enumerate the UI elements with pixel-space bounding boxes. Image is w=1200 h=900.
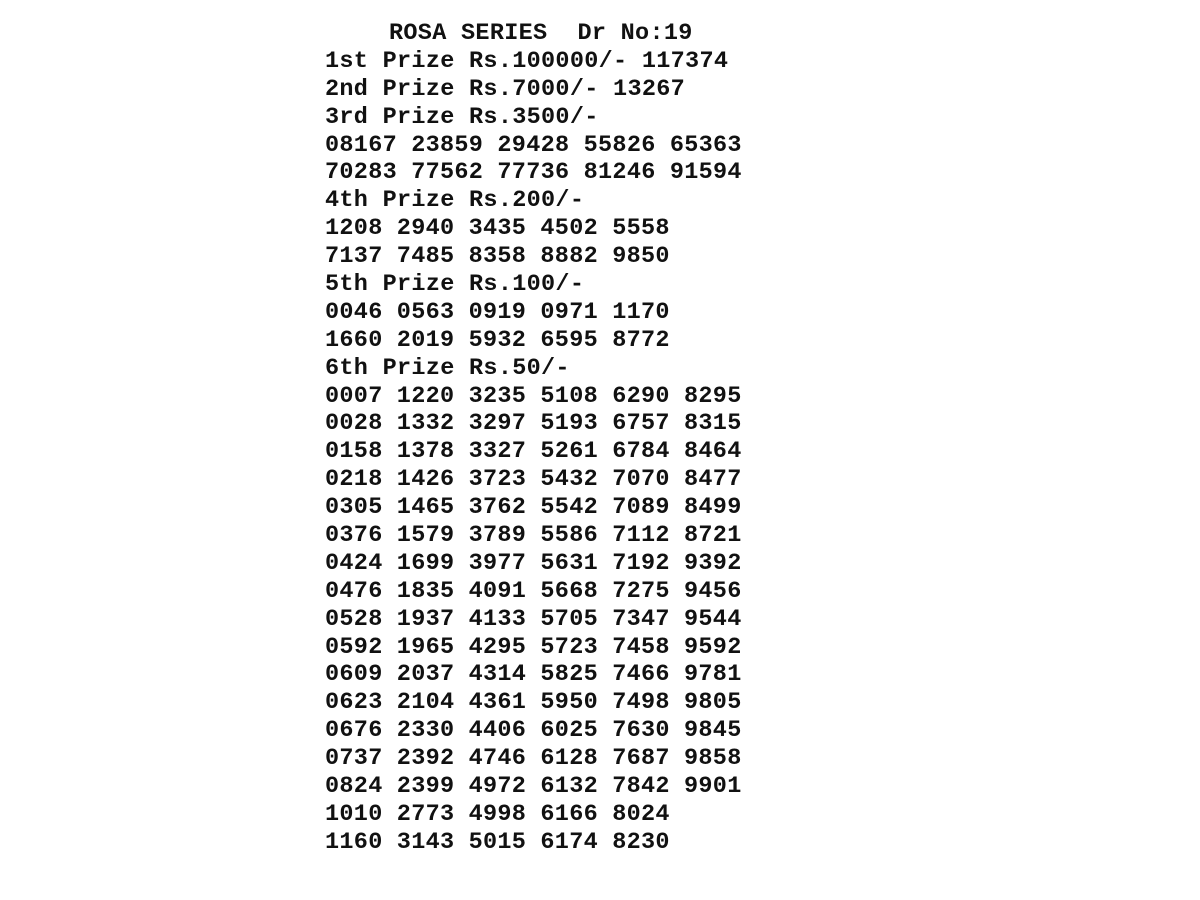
lottery-result-sheet: [325, 20, 825, 857]
winning-number: 5631: [540, 549, 598, 577]
winning-number: 7137: [325, 243, 383, 271]
winning-number: 1010: [325, 800, 383, 828]
winning-numbers-row: [325, 829, 825, 857]
winning-number: 8024: [612, 800, 670, 828]
winning-number: 6166: [540, 800, 598, 828]
winning-number: 3723: [468, 466, 527, 494]
prize-heading: 3rd Prize Rs.3500/-: [325, 103, 599, 131]
winning-number: 4133: [468, 605, 527, 633]
winning-number: 77562: [411, 159, 484, 187]
winning-number: 4746: [468, 745, 527, 773]
winning-number: 23859: [411, 131, 484, 159]
winning-number: 5108: [540, 382, 598, 410]
winning-number: 7347: [612, 605, 670, 633]
winning-numbers-row: [325, 606, 825, 634]
winning-number: 3327: [468, 438, 527, 466]
winning-number: 3435: [468, 215, 527, 243]
winning-number: 9544: [683, 605, 742, 633]
winning-number: 2104: [396, 689, 455, 717]
winning-number: 2037: [396, 661, 455, 689]
winning-numbers-row: [325, 661, 825, 689]
winning-number: 6595: [540, 326, 598, 354]
winning-number: 2773: [396, 800, 455, 828]
winning-number: 5586: [540, 522, 598, 550]
winning-number: 3762: [468, 494, 527, 522]
winning-numbers-row: [325, 745, 825, 773]
winning-number: 3143: [396, 828, 455, 856]
winning-number: 3235: [468, 382, 527, 410]
winning-number: 5542: [540, 494, 598, 522]
winning-numbers-row: [325, 466, 825, 494]
winning-number: 9456: [683, 577, 742, 605]
winning-number: 4502: [540, 215, 598, 243]
winning-numbers-row: [325, 689, 825, 717]
winning-number: 7275: [612, 577, 670, 605]
winning-number: 0528: [325, 605, 383, 633]
winning-number: 0028: [325, 410, 383, 438]
prize-heading: 1st Prize Rs.100000/- 117374: [325, 47, 729, 75]
winning-number: 5705: [540, 605, 598, 633]
winning-numbers-row: [325, 159, 825, 187]
winning-number: 7485: [396, 243, 455, 271]
winning-number: 1965: [396, 633, 455, 661]
winning-number: 1332: [396, 410, 455, 438]
winning-number: 5015: [468, 828, 527, 856]
winning-numbers-row: [325, 132, 825, 160]
winning-number: 4406: [468, 717, 527, 745]
winning-number: 8315: [683, 410, 742, 438]
winning-number: 1835: [396, 577, 455, 605]
winning-number: 7458: [612, 633, 670, 661]
prize-heading: 2nd Prize Rs.7000/- 13267: [325, 75, 686, 103]
winning-numbers-row: [325, 215, 825, 243]
winning-number: 5668: [540, 577, 598, 605]
winning-numbers-row: [325, 410, 825, 438]
winning-number: 9781: [683, 661, 742, 689]
winning-number: 0563: [396, 298, 455, 326]
winning-number: 4091: [468, 577, 527, 605]
winning-number: 0305: [325, 494, 383, 522]
winning-number: 6784: [612, 438, 670, 466]
winning-number: 4972: [468, 773, 527, 801]
winning-number: 8230: [612, 828, 670, 856]
winning-number: 6757: [612, 410, 670, 438]
winning-number: 7112: [612, 522, 670, 550]
winning-number: 1579: [396, 522, 455, 550]
winning-number: 9805: [683, 689, 742, 717]
winning-number: 4361: [468, 689, 527, 717]
winning-number: 8882: [540, 243, 598, 271]
winning-number: 6128: [540, 745, 598, 773]
winning-number: 1699: [396, 549, 455, 577]
winning-number: 4314: [468, 661, 527, 689]
winning-number: 2392: [396, 745, 455, 773]
winning-number: 1937: [396, 605, 455, 633]
winning-number: 6025: [540, 717, 598, 745]
winning-number: 5932: [468, 326, 527, 354]
winning-number: 1660: [325, 326, 383, 354]
winning-number: 0424: [325, 549, 383, 577]
winning-number: 8358: [468, 243, 527, 271]
winning-number: 7630: [612, 717, 670, 745]
winning-number: 9858: [683, 745, 742, 773]
winning-number: 2399: [396, 773, 455, 801]
winning-numbers-row: [325, 773, 825, 801]
winning-number: 7070: [612, 466, 670, 494]
winning-numbers-row: [325, 550, 825, 578]
winning-number: 91594: [669, 159, 742, 187]
winning-number: 65363: [669, 131, 742, 159]
winning-number: 77736: [497, 159, 570, 187]
winning-number: 1465: [396, 494, 455, 522]
prize-heading: 4th Prize Rs.200/-: [325, 187, 585, 215]
winning-number: 7089: [612, 494, 670, 522]
winning-number: 8721: [683, 522, 742, 550]
winning-number: 3297: [468, 410, 527, 438]
winning-number: 2019: [396, 326, 455, 354]
winning-numbers-row: [325, 383, 825, 411]
winning-number: 0218: [325, 466, 383, 494]
winning-number: 5558: [612, 215, 670, 243]
winning-number: 29428: [497, 131, 570, 159]
winning-number: 0737: [325, 745, 383, 773]
winning-number: 8477: [683, 466, 742, 494]
winning-number: 5723: [540, 633, 598, 661]
winning-number: 1160: [325, 828, 383, 856]
winning-number: 9592: [683, 633, 742, 661]
winning-number: 0609: [325, 661, 383, 689]
winning-number: 1170: [612, 298, 670, 326]
winning-number: 70283: [325, 159, 398, 187]
winning-numbers-row: [325, 438, 825, 466]
winning-numbers-row: [325, 717, 825, 745]
winning-number: 6290: [612, 382, 670, 410]
winning-number: 0623: [325, 689, 383, 717]
winning-number: 0476: [325, 577, 383, 605]
winning-number: 2940: [396, 215, 455, 243]
winning-number: 3789: [468, 522, 527, 550]
draw-number: Dr No:19: [577, 20, 693, 47]
winning-numbers-row: [325, 522, 825, 550]
winning-number: 5432: [540, 466, 598, 494]
winning-numbers-row: [325, 634, 825, 662]
prize-heading: 6th Prize Rs.50/-: [325, 354, 570, 382]
winning-number: 0676: [325, 717, 383, 745]
winning-number: 1220: [396, 382, 455, 410]
winning-number: 4998: [468, 800, 527, 828]
winning-number: 8464: [683, 438, 742, 466]
winning-numbers-row: [325, 299, 825, 327]
winning-number: 6132: [540, 773, 598, 801]
winning-number: 9901: [683, 773, 742, 801]
winning-number: 5950: [540, 689, 598, 717]
winning-number: 0919: [468, 298, 527, 326]
winning-number: 4295: [468, 633, 527, 661]
winning-number: 5193: [540, 410, 598, 438]
winning-number: 1208: [325, 215, 383, 243]
winning-number: 7466: [612, 661, 670, 689]
winning-numbers-row: [325, 243, 825, 271]
winning-number: 9392: [683, 549, 742, 577]
winning-number: 7842: [612, 773, 670, 801]
winning-number: 8772: [612, 326, 670, 354]
winning-number: 5825: [540, 661, 598, 689]
winning-numbers-row: [325, 494, 825, 522]
prize-heading: 5th Prize Rs.100/-: [325, 271, 585, 299]
winning-number: 3977: [468, 549, 527, 577]
winning-numbers-row: [325, 578, 825, 606]
winning-number: 0158: [325, 438, 383, 466]
winning-number: 7192: [612, 549, 670, 577]
winning-number: 7498: [612, 689, 670, 717]
winning-number: 08167: [325, 131, 398, 159]
winning-number: 8499: [683, 494, 742, 522]
winning-number: 0007: [325, 382, 383, 410]
result-title: [325, 20, 825, 48]
winning-number: 0824: [325, 773, 383, 801]
winning-number: 7687: [612, 745, 670, 773]
winning-number: 0046: [325, 298, 383, 326]
winning-number: 6174: [540, 828, 598, 856]
winning-number: 1426: [396, 466, 455, 494]
winning-number: 55826: [583, 131, 656, 159]
winning-number: 8295: [683, 382, 742, 410]
series-name: ROSA SERIES: [389, 20, 548, 47]
winning-number: 2330: [396, 717, 455, 745]
winning-number: 5261: [540, 438, 598, 466]
prize-list: [325, 48, 825, 857]
winning-number: 0376: [325, 522, 383, 550]
winning-number: 81246: [583, 159, 656, 187]
winning-numbers-row: [325, 327, 825, 355]
winning-number: 9845: [683, 717, 742, 745]
winning-number: 0592: [325, 633, 383, 661]
winning-number: 1378: [396, 438, 455, 466]
winning-number: 9850: [612, 243, 670, 271]
winning-number: 0971: [540, 298, 598, 326]
winning-numbers-row: [325, 801, 825, 829]
